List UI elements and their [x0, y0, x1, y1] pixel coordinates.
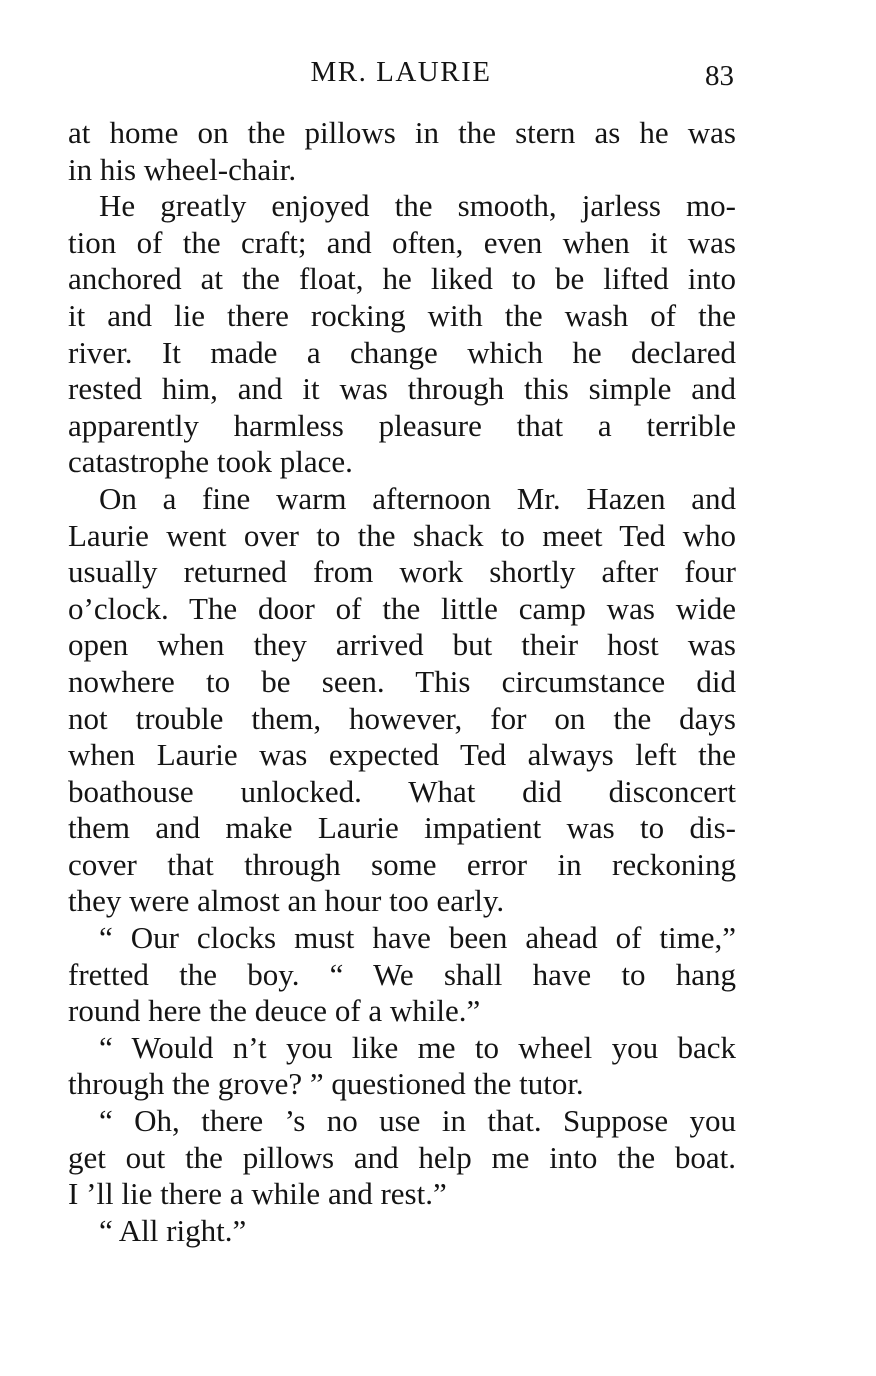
text-line: tion of the craft; and often, even when it was — [68, 224, 736, 260]
text-line: rested him, and it was through this simple and — [68, 371, 736, 407]
page-number: 83 — [705, 60, 734, 92]
text-line: Laurie went over to the shack to meet Ted who — [68, 517, 736, 553]
text-line: cover that through some error in reckoning — [68, 846, 736, 882]
text-line: I ’ll lie there a while and rest.” — [68, 1176, 447, 1212]
text-line: they were almost an hour too early. — [68, 883, 505, 919]
paragraph-first-line: He greatly enjoyed the smooth, jarless mo- — [99, 188, 736, 224]
text-line: catastrophe took place. — [68, 444, 353, 480]
text-line: them and make Laurie impatient was to dis- — [68, 810, 736, 846]
body-text — [68, 115, 736, 1249]
paragraph-first-line: “ All right.” — [99, 1212, 247, 1248]
text-line: boathouse unlocked. What did disconcert — [68, 773, 736, 809]
text-line: it and lie there rocking with the wash of the — [68, 297, 736, 333]
text-line: river. It made a change which he declared — [68, 334, 736, 370]
text-line: get out the pillows and help me into the boat. — [68, 1139, 736, 1175]
paragraph-first-line: “ Would n’t you like me to wheel you back — [99, 1029, 736, 1065]
text-line: at home on the pillows in the stern as he was — [68, 115, 736, 150]
text-line: apparently harmless pleasure that a terrible — [68, 407, 736, 443]
text-line: nowhere to be seen. This circumstance did — [68, 663, 736, 699]
text-line: fretted the boy. “ We shall have to hang — [68, 956, 736, 992]
paragraph-first-line: “ Oh, there ’s no use in that. Suppose you — [99, 1103, 736, 1139]
text-line: not trouble them, however, for on the days — [68, 700, 736, 736]
paragraph-first-line: On a fine warm afternoon Mr. Hazen and — [99, 480, 736, 516]
text-line: anchored at the float, he liked to be lifted into — [68, 261, 736, 297]
text-line: usually returned from work shortly after four — [68, 554, 736, 590]
running-title: MR. LAURIE — [310, 56, 492, 88]
text-line: when Laurie was expected Ted always left the — [68, 737, 736, 773]
text-line: open when they arrived but their host was — [68, 627, 736, 663]
text-line: in his wheel-chair. — [68, 151, 297, 187]
text-line: o’clock. The door of the little camp was wide — [68, 590, 736, 626]
paragraph-first-line: “ Our clocks must have been ahead of time,” — [99, 920, 736, 956]
running-head — [68, 54, 734, 94]
text-line: round here the deuce of a while.” — [68, 993, 481, 1029]
text-line: through the grove? ” questioned the tutor. — [68, 1066, 584, 1102]
